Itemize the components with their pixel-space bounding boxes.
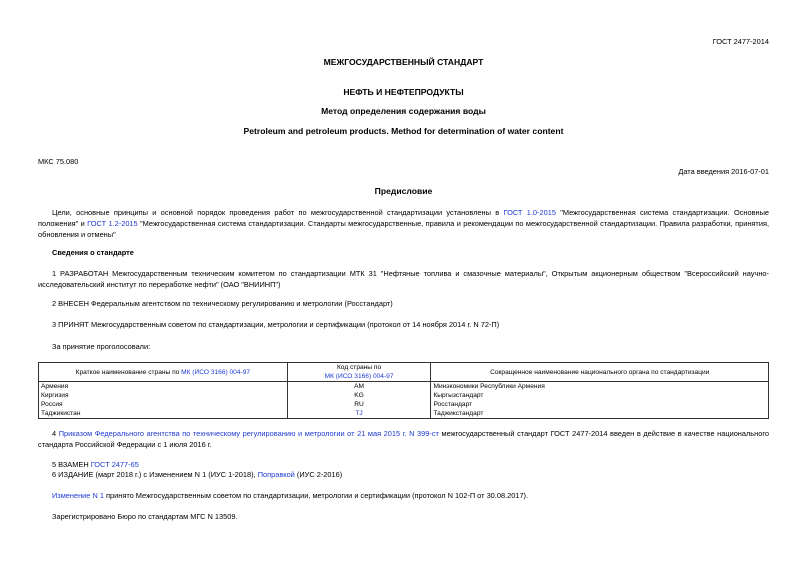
table-row <box>39 382 769 392</box>
code-cell: KG <box>287 391 431 400</box>
code-cell: RU <box>287 400 431 409</box>
amendment-correction-link[interactable]: Поправкой <box>257 470 295 479</box>
country-cell: Таджикистан <box>39 409 288 419</box>
gost-code: ГОСТ 2477-2014 <box>712 37 769 46</box>
column-header-code: Код страны по МК (ИСО 3166) 004-97 <box>287 363 431 382</box>
country-cell: Армения <box>39 382 288 392</box>
table-row <box>39 400 769 409</box>
item-3-adopted: 3 ПРИНЯТ Межгосударственным советом по стандартизации, метрологии и сертификации (протокол от 14 ноября 2014 г. N 72-П) <box>52 320 500 329</box>
voting-countries-table <box>38 362 769 419</box>
registration-note: Зарегистрировано Бюро по стандартам МГС N 13509. <box>52 512 238 521</box>
column-header-body: Сокращенное наименование национального органа по стандартизации <box>431 363 769 382</box>
foreword-paragraph: Цели, основные принципы и основной порядок проведения работ по межгосударственной стандартизации установлены в ГОСТ 1.0-2015 "Межгосударственная система стандартизации. Основные положения" и ГОСТ 1.2-2015 "Межгосударственная система стандартизации. Стандарты межгосударственные, правила и рекомендации по межгосударственной стандартизации. Правила разработки, принятия, обновления и отмены" <box>38 208 770 239</box>
gost-2477-65-link[interactable]: ГОСТ 2477-65 <box>90 460 139 469</box>
code-cell: TJ <box>287 409 431 419</box>
body-cell: Кыргызстандарт <box>431 391 769 400</box>
mks-code: МКС 75.080 <box>38 157 79 166</box>
change-1-note: Изменение N 1 принято Межгосударственным советом по стандартизации, метрологии и сертификации (протокол N 102-П от 30.08.2017). <box>52 491 529 500</box>
body-cell: Минэкономики Республики Армения <box>431 382 769 392</box>
standard-type: МЕЖГОСУДАРСТВЕННЫЙ СТАНДАРТ <box>323 57 484 67</box>
item-2-submitted: 2 ВНЕСЕН Федеральным агентством по техническому регулированию и метрологии (Росстандарт) <box>52 299 393 308</box>
item-6-edition: 6 ИЗДАНИЕ (март 2018 г.) с Изменением N 1 (ИУС 1-2018), Поправкой (ИУС 2-2016) <box>52 470 343 479</box>
rosstandart-order-link[interactable]: Приказом Федерального агентства по техническому регулированию и метрологии от 21 мая 2015 г. N 399-ст <box>58 429 439 438</box>
document-title: НЕФТЬ И НЕФТЕПРОДУКТЫ <box>343 87 464 97</box>
introduction-date: Дата введения 2016-07-01 <box>678 167 769 176</box>
country-cell: Россия <box>39 400 288 409</box>
gost-1-0-link[interactable]: ГОСТ 1.0-2015 <box>503 208 556 217</box>
country-cell: Киргизия <box>39 391 288 400</box>
mk-iso-link[interactable]: МК (ИСО 3166) 004-97 <box>181 368 251 376</box>
gost-1-2-link[interactable]: ГОСТ 1.2-2015 <box>87 219 138 228</box>
mk-iso-link[interactable]: МК (ИСО 3166) 004-97 <box>324 373 394 380</box>
document-title-english: Petroleum and petroleum products. Method for determination of water content <box>243 126 564 136</box>
item-1-developed: 1 РАЗРАБОТАН Межгосударственным техническим комитетом по стандартизации МТК 31 "Нефтяные топлива и смазочные материалы", Открытым акционерным обществом "Всероссийский научно-исследовательский институт по переработке нефти" (ОАО "ВНИИНП") <box>38 269 769 289</box>
document-subtitle: Метод определения содержания воды <box>321 106 486 116</box>
table-header-row <box>39 363 769 382</box>
body-cell: Росстандарт <box>431 400 769 409</box>
change-1-link[interactable]: Изменение N 1 <box>52 491 104 500</box>
table-row <box>39 391 769 400</box>
voted-label: За принятие проголосовали: <box>52 342 151 351</box>
item-5-replaces: 5 ВЗАМЕН ГОСТ 2477-65 <box>52 460 139 469</box>
about-standard-heading: Сведения о стандарте <box>52 248 134 257</box>
body-cell: Таджикстандарт <box>431 409 769 419</box>
code-cell: AM <box>287 382 431 392</box>
item-4-enacted: 4 Приказом Федерального агентства по техническому регулированию и метрологии от 21 мая 2015 г. N 399-ст межгосударственный стандарт ГОСТ 2477-2014 введен в действие в качестве национального стандарта Российской Федерации с 1 июля 2016 г. <box>38 429 769 449</box>
column-header-country: Краткое наименование страны по МК (ИСО 3166) 004-97 <box>39 363 288 382</box>
foreword-heading: Предисловие <box>374 186 433 196</box>
table-row <box>39 409 769 419</box>
